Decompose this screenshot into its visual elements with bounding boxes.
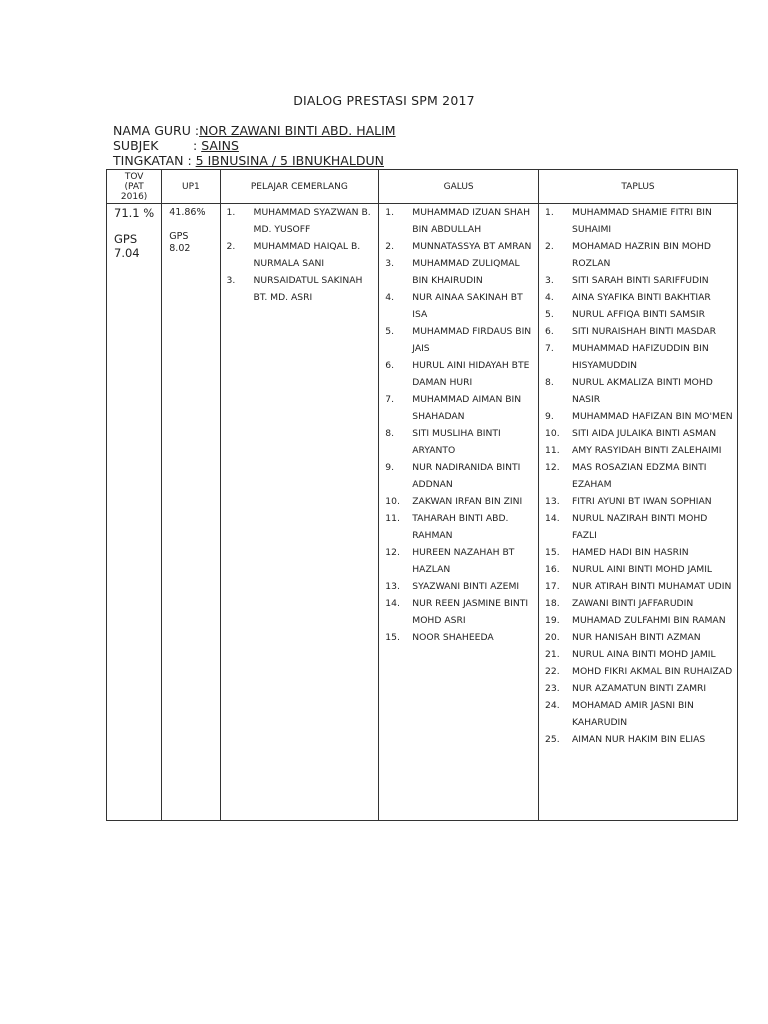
list-item [539, 323, 737, 340]
list-item-number: 12. [385, 547, 400, 558]
table-body-row [107, 204, 738, 821]
list-item-name: MUHAMAD ZULFAHMI BIN RAMAN [572, 615, 726, 626]
level-value: 5 IBNUSINA / 5 IBNUKHALDUN [195, 153, 384, 168]
list-item [539, 459, 737, 493]
list-item-name: NURUL AINI BINTI MOHD JAMIL [572, 564, 713, 575]
list-item [539, 646, 737, 663]
list-item [539, 374, 737, 408]
list-item [379, 510, 538, 544]
header-cemerlang: PELAJAR CEMERLANG [220, 170, 379, 204]
list-item-name: ZAKWAN IRFAN BIN ZINI [412, 496, 523, 507]
list-item-name: SITI MUSLIHA BINTI ARYANTO [412, 428, 501, 456]
list-item-name: AMY RASYIDAH BINTI ZALEHAIMI [572, 445, 722, 456]
list-item [539, 595, 737, 612]
list-item [539, 493, 737, 510]
list-item-name: HAMED HADI BIN HASRIN [572, 547, 689, 558]
list-item [539, 510, 737, 544]
list-item-number: 11. [385, 513, 400, 524]
list-item-name: MUHAMMAD HAIQAL B. NURMALA SANI [253, 241, 361, 269]
header-tov [107, 170, 162, 204]
list-item-number: 1. [226, 207, 236, 218]
teacher-name: NOR ZAWANI BINTI ABD. HALIM [199, 123, 396, 138]
list-item-number: 2. [385, 241, 395, 252]
tov-gps-label: GPS [114, 232, 138, 246]
results-table [106, 169, 738, 821]
list-item [379, 595, 538, 629]
list-item-name: MUHAMMAD SYAZWAN B. MD. YUSOFF [253, 207, 371, 235]
cemerlang-list [221, 204, 379, 306]
list-item [379, 459, 538, 493]
list-item-number: 1. [385, 207, 395, 218]
level-label: TINGKATAN : [113, 153, 196, 168]
list-item-number: 9. [545, 411, 554, 422]
list-item [379, 544, 538, 578]
list-item-name: NURUL AFFIQA BINTI SAMSIR [572, 309, 706, 320]
list-item [379, 578, 538, 595]
list-item-number: 11. [545, 445, 560, 456]
document-title: DIALOG PRESTASI SPM 2017 [293, 93, 475, 108]
list-item [379, 238, 538, 255]
list-item-name: NUR REEN JASMINE BINTI MOHD ASRI [412, 598, 529, 626]
up1-percent: 41.86% [169, 207, 206, 218]
list-item-name: MOHAMAD AMIR JASNI BIN KAHARUDIN [572, 700, 694, 728]
list-item [539, 204, 737, 238]
list-item-name: HUREEN NAZAHAH BT HAZLAN [412, 547, 515, 575]
list-item-number: 13. [545, 496, 560, 507]
list-item-number: 24. [545, 700, 560, 711]
list-item [539, 408, 737, 425]
list-item [539, 612, 737, 629]
list-item-number: 16. [545, 564, 560, 575]
list-item-name: NUR HANISAH BINTI AZMAN [572, 632, 701, 643]
list-item-name: AINA SYAFIKA BINTI BAKHTIAR [572, 292, 711, 303]
list-item-name: MUHAMMAD HAFIZUDDIN BIN HISYAMUDDIN [572, 343, 709, 371]
list-item-name: NURSAIDATUL SAKINAH BT. MD. ASRI [253, 275, 363, 303]
list-item [539, 629, 737, 646]
list-item [539, 272, 737, 289]
subject-label: SUBJEK [113, 138, 159, 153]
list-item-name: MUHAMMAD HAFIZAN BIN MO'MEN [572, 411, 733, 422]
list-item-number: 10. [545, 428, 560, 439]
table-header-row [107, 170, 738, 204]
list-item-name: NUR AZAMATUN BINTI ZAMRI [572, 683, 707, 694]
list-item-name: ZAWANI BINTI JAFFARUDIN [572, 598, 694, 609]
list-item-name: MUNNATASSYA BT AMRAN [412, 241, 532, 252]
list-item-number: 3. [545, 275, 554, 286]
subject-value: SAINS [201, 138, 239, 153]
list-item-number: 21. [545, 649, 560, 660]
list-item-number: 18. [545, 598, 560, 609]
list-item [539, 442, 737, 459]
list-item-number: 15. [385, 632, 400, 643]
header-tov-line3: 2016) [120, 191, 148, 202]
list-item-number: 5. [545, 309, 554, 320]
taplus-list [539, 204, 737, 748]
list-item [539, 731, 737, 748]
list-item [539, 680, 737, 697]
list-item-number: 10. [385, 496, 400, 507]
list-item-number: 13. [385, 581, 400, 592]
list-item-number: 5. [385, 326, 395, 337]
list-item-number: 8. [545, 377, 554, 388]
header-up1: UP1 [162, 170, 220, 204]
list-item [539, 425, 737, 442]
list-item [221, 272, 379, 306]
list-item-name: SITI NURAISHAH BINTI MASDAR [572, 326, 717, 337]
list-item-number: 14. [545, 513, 560, 524]
list-item [379, 255, 538, 289]
list-item-name: AIMAN NUR HAKIM BIN ELIAS [572, 734, 706, 745]
list-item-number: 14. [385, 598, 400, 609]
list-item [379, 204, 538, 238]
list-item-name: MUHAMMAD ZULIQMAL BIN KHAIRUDIN [412, 258, 520, 286]
list-item-number: 12. [545, 462, 560, 473]
list-item-name: MUHAMMAD AIMAN BIN SHAHADAN [412, 394, 522, 422]
list-item-name: NOOR SHAHEEDA [412, 632, 494, 643]
list-item-number: 3. [385, 258, 395, 269]
list-item-name: TAHARAH BINTI ABD. RAHMAN [412, 513, 509, 541]
list-item-name: NURUL NAZIRAH BINTI MOHD FAZLI [572, 513, 708, 541]
list-item-name: MAS ROSAZIAN EDZMA BINTI EZAHAM [572, 462, 707, 490]
list-item-number: 3. [226, 275, 236, 286]
list-item [379, 493, 538, 510]
list-item-name: MOHD FIKRI AKMAL BIN RUHAIZAD [572, 666, 733, 677]
list-item-number: 8. [385, 428, 395, 439]
list-item-name: NURUL AINA BINTI MOHD JAMIL [572, 649, 716, 660]
list-item-number: 4. [385, 292, 395, 303]
list-item-name: NURUL AKMALIZA BINTI MOHD NASIR [572, 377, 713, 405]
list-item [539, 544, 737, 561]
list-item [221, 238, 379, 272]
header-tov-line1: TOV [124, 171, 144, 182]
list-item-number: 9. [385, 462, 395, 473]
subject-separator: : [193, 138, 202, 153]
list-item [379, 425, 538, 459]
galus-list [379, 204, 538, 646]
list-item [539, 697, 737, 731]
list-item-name: SITI SARAH BINTI SARIFFUDIN [572, 275, 709, 286]
list-item [539, 663, 737, 680]
list-item-number: 17. [545, 581, 560, 592]
list-item [379, 289, 538, 323]
list-item-number: 2. [545, 241, 554, 252]
list-item-number: 15. [545, 547, 560, 558]
list-item-name: NUR NADIRANIDA BINTI ADDNAN [412, 462, 521, 490]
list-item-number: 25. [545, 734, 560, 745]
list-item-name: SITI AIDA JULAIKA BINTI ASMAN [572, 428, 717, 439]
list-item-name: FITRI AYUNI BT IWAN SOPHIAN [572, 496, 712, 507]
galus-cell [379, 204, 539, 821]
list-item-number: 22. [545, 666, 560, 677]
list-item-name: MUHAMMAD IZUAN SHAH BIN ABDULLAH [412, 207, 530, 235]
list-item-name: MOHAMAD HAZRIN BIN MOHD ROZLAN [572, 241, 711, 269]
tov-percent: 71.1 % [114, 206, 155, 220]
header-galus: GALUS [379, 170, 539, 204]
list-item-number: 7. [385, 394, 395, 405]
list-item-number: 4. [545, 292, 554, 303]
teacher-label: NAMA GURU : [113, 123, 200, 138]
list-item-name: SYAZWANI BINTI AZEMI [412, 581, 520, 592]
list-item [539, 306, 737, 323]
up1-gps-value: 8.02 [169, 243, 191, 254]
teacher-line [113, 123, 396, 138]
subject-line [113, 138, 239, 153]
header-tov-line2: (PAT [124, 181, 144, 192]
level-line [113, 153, 384, 168]
cemerlang-cell [220, 204, 379, 821]
list-item-name: NUR ATIRAH BINTI MUHAMAT UDIN [572, 581, 732, 592]
list-item [539, 340, 737, 374]
list-item [379, 357, 538, 391]
list-item [539, 289, 737, 306]
list-item [539, 578, 737, 595]
list-item-name: MUHAMMAD SHAMIE FITRI BIN SUHAIMI [572, 207, 712, 235]
up1-gps-label: GPS [169, 231, 189, 242]
list-item-number: 23. [545, 683, 560, 694]
list-item [221, 204, 379, 238]
tov-cell [107, 204, 162, 821]
list-item-name: MUHAMMAD FIRDAUS BIN JAIS [412, 326, 532, 354]
list-item-number: 1. [545, 207, 554, 218]
taplus-cell [539, 204, 738, 821]
up1-cell [162, 204, 220, 821]
list-item [539, 238, 737, 272]
list-item-number: 6. [545, 326, 554, 337]
tov-gps-value: 7.04 [114, 246, 140, 260]
list-item [379, 323, 538, 357]
list-item-name: HURUL AINI HIDAYAH BTE DAMAN HURI [412, 360, 530, 388]
list-item [539, 561, 737, 578]
list-item [379, 629, 538, 646]
list-item-number: 2. [226, 241, 236, 252]
list-item-name: NUR AINAA SAKINAH BT ISA [412, 292, 523, 320]
list-item-number: 7. [545, 343, 554, 354]
list-item-number: 20. [545, 632, 560, 643]
list-item-number: 6. [385, 360, 395, 371]
list-item [379, 391, 538, 425]
list-item-number: 19. [545, 615, 560, 626]
header-taplus: TAPLUS [539, 170, 738, 204]
